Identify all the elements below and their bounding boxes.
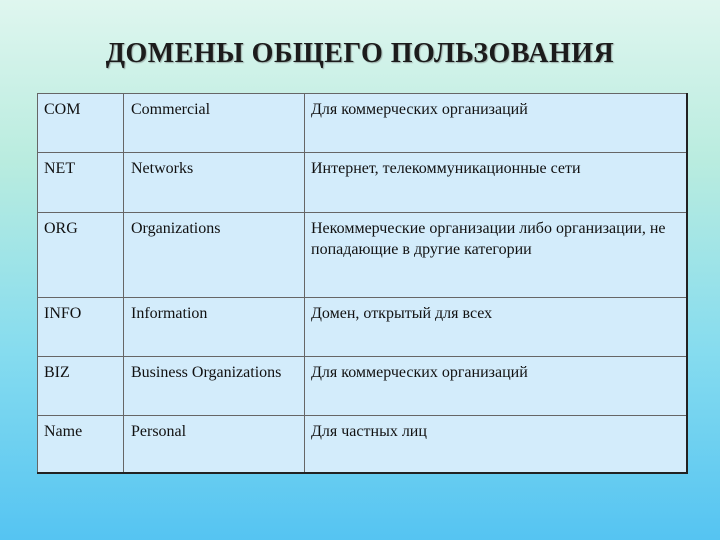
domain-description-cell: Некоммерческие организации либо организации, не попадающие в другие категории <box>305 213 687 298</box>
domain-name-cell: Business Organizations <box>124 357 305 416</box>
domain-name-cell: Networks <box>124 153 305 213</box>
table-row <box>38 357 687 416</box>
table-row <box>38 213 687 298</box>
table-row <box>38 298 687 357</box>
table-row <box>38 153 687 213</box>
slide-title: ДОМЕНЫ ОБЩЕГО ПОЛЬЗОВАНИЯ <box>105 38 615 69</box>
table-row <box>38 94 687 153</box>
domain-description-cell: Для коммерческих организаций <box>305 94 687 153</box>
domain-name-cell: Information <box>124 298 305 357</box>
domain-description-cell: Домен, открытый для всех <box>305 298 687 357</box>
domain-name-cell: Personal <box>124 416 305 473</box>
domain-description-cell: Интернет, телекоммуникационные сети <box>305 153 687 213</box>
domain-code-cell: ORG <box>38 213 124 298</box>
domain-description-cell: Для частных лиц <box>305 416 687 473</box>
domain-name-cell: Commercial <box>124 94 305 153</box>
domain-code-cell: Name <box>38 416 124 473</box>
domain-code-cell: COM <box>38 94 124 153</box>
table-row <box>38 416 687 473</box>
domain-code-cell: BIZ <box>38 357 124 416</box>
domain-code-cell: NET <box>38 153 124 213</box>
domain-code-cell: INFO <box>38 298 124 357</box>
domain-description-cell: Для коммерческих организаций <box>305 357 687 416</box>
domain-name-cell: Organizations <box>124 213 305 298</box>
domain-table <box>37 93 688 474</box>
